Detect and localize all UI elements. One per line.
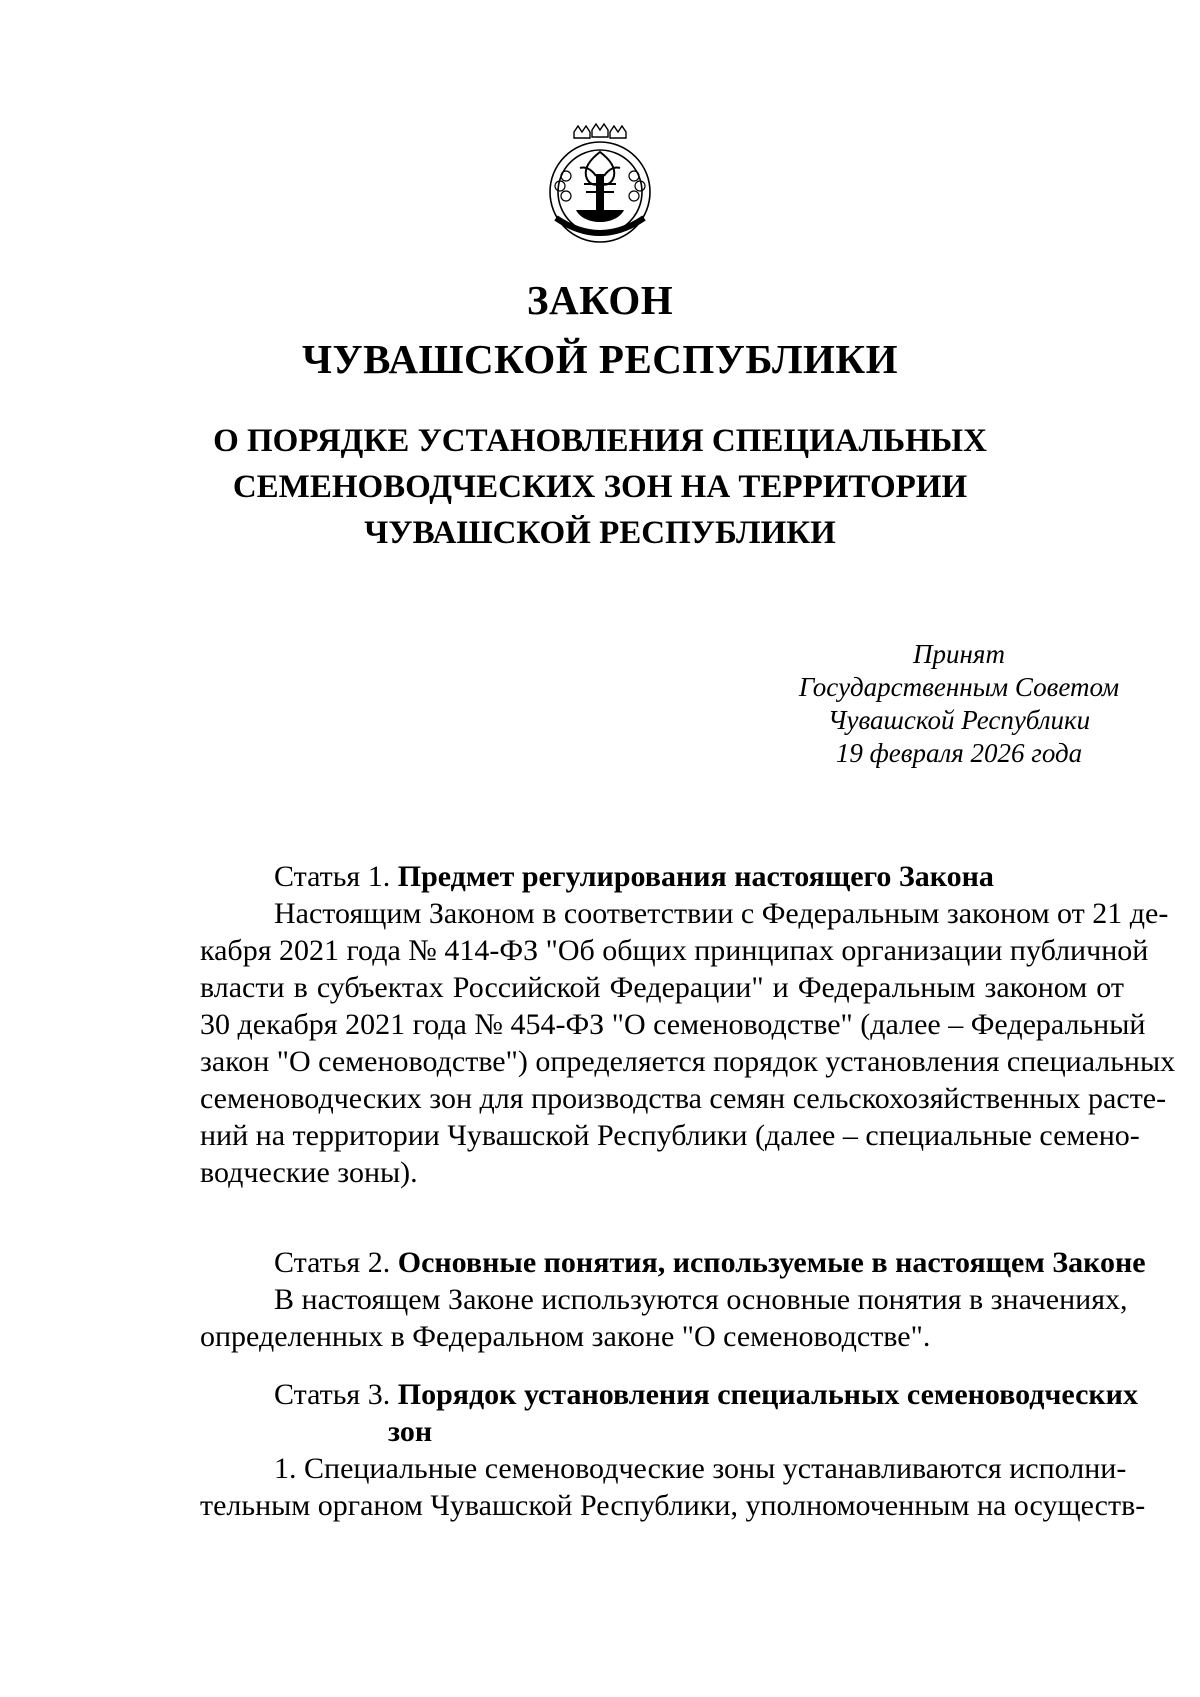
article-title: Предмет регулирования настоящего Закона: [397, 860, 994, 893]
article-text-line: тельным органом Чувашской Республики, уполномоченным на осуществ-: [200, 1489, 1146, 1522]
article-text-line: 30 декабря 2021 года № 454-ФЗ "О семеноводстве" (далее – Федеральный: [200, 1008, 1146, 1041]
article-text-line: семеноводческих зон для производства семян сельскохозяйственных расте-: [200, 1082, 1167, 1115]
article-3: [200, 1376, 1146, 1524]
article-1: [200, 858, 1176, 1191]
emblem-image: [536, 118, 664, 246]
article-number: Статья 2.: [274, 1246, 391, 1279]
article-text-line: определенных в Федеральном законе "О семеноводстве".: [200, 1320, 931, 1353]
adoption-note: [792, 638, 1126, 770]
law-subject: [0, 418, 1200, 556]
article-title-continued: зон: [388, 1415, 433, 1448]
article-2: [200, 1244, 1146, 1355]
article-text-line: власти в субъектах Российской Федерации" и Федеральным законом от: [200, 971, 1124, 1004]
article-text-line: ний на территории Чувашской Республики (далее – специальные семено-: [200, 1119, 1140, 1152]
law-subject-line: О ПОРЯДКЕ УСТАНОВЛЕНИЯ СПЕЦИАЛЬНЫХ: [213, 423, 987, 459]
article-heading: [200, 858, 1124, 895]
article-text: [200, 1450, 1146, 1524]
article-text-line: кабря 2021 года № 414-ФЗ "Об общих принципах организации публичной: [200, 934, 1149, 967]
adoption-line: Государственным Советом: [798, 672, 1120, 702]
article-text-line: закон "О семеноводстве") определяется порядок установления специальных: [200, 1045, 1176, 1078]
document-title: ЗАКОН: [526, 277, 674, 323]
article-text: [200, 895, 1176, 1191]
article-title: Порядок установления специальных семеноводческих: [397, 1378, 1138, 1411]
article-text-line: водческие зоны).: [200, 1156, 418, 1189]
article-text-line: 1. Специальные семеноводческие зоны устанавливаются исполни-: [274, 1452, 1127, 1485]
article-heading-row: [274, 1376, 1138, 1413]
law-subject-line: СЕМЕНОВОДЧЕСКИХ ЗОН НА ТЕРРИТОРИИ: [232, 469, 968, 505]
article-number: Статья 1.: [274, 860, 391, 893]
law-subject-line: ЧУВАШСКОЙ РЕСПУБЛИКИ: [364, 515, 836, 551]
adoption-date: 19 февраля 2026 года: [835, 738, 1083, 768]
adoption-line: Принят: [913, 639, 1005, 669]
document-title-subject: ЧУВАШСКОЙ РЕСПУБЛИКИ: [301, 336, 899, 382]
article-number: Статья 3.: [274, 1378, 391, 1411]
article-heading: [200, 1244, 1146, 1281]
article-heading: [200, 1376, 1138, 1450]
adoption-line: Чувашской Республики: [827, 705, 1091, 735]
article-text-line: Настоящим Законом в соответствии с Федеральным законом от 21 де-: [274, 897, 1169, 930]
article-text-line: В настоящем Законе используются основные понятия в значениях,: [274, 1283, 1128, 1316]
article-text: [200, 1281, 1128, 1355]
article-title: Основные понятия, используемые в настоящем Законе: [397, 1246, 1146, 1279]
